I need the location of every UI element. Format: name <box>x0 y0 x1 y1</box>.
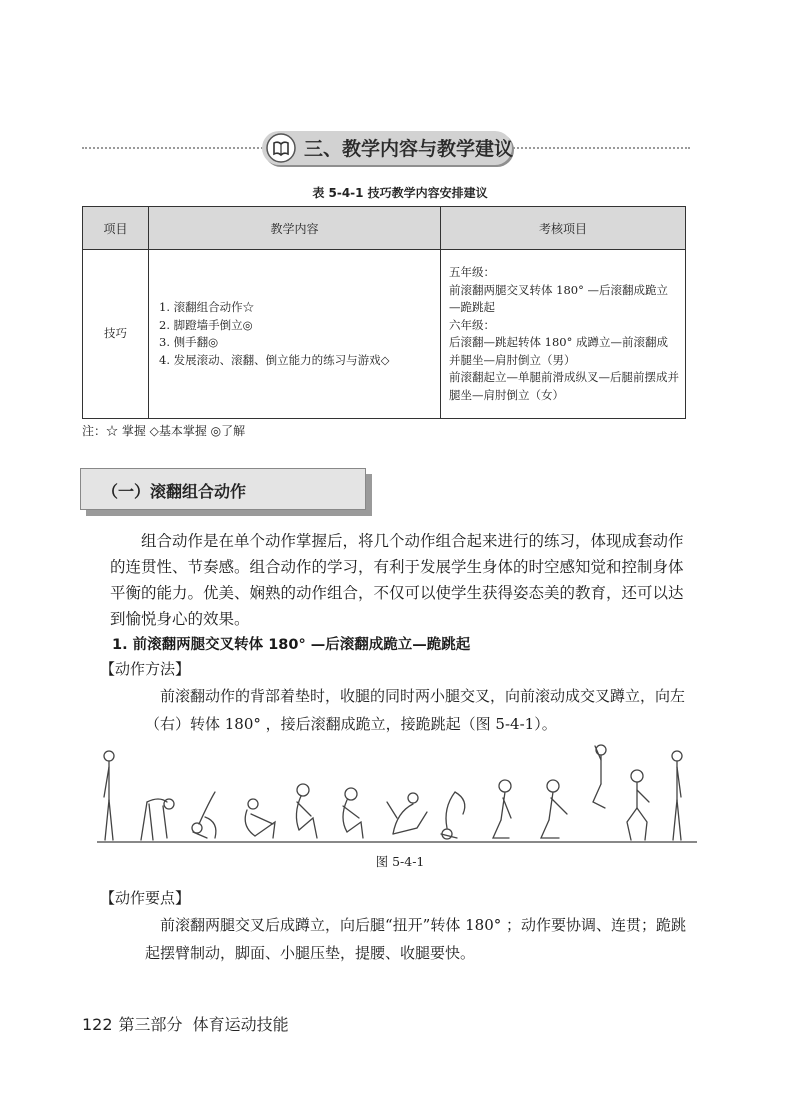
content-line: 2. 脚蹬墙手倒立◎ <box>159 317 253 332</box>
section-title: 三、教学内容与教学建议 <box>304 138 514 160</box>
header-content: 教学内容 <box>149 207 441 250</box>
intro-paragraph <box>110 528 690 632</box>
pose-crouch-small <box>343 788 363 838</box>
intro-text: 组合动作是在单个动作掌握后，将几个动作组合起来进行的练习，体现成套动作的连贯性、节奏感。组合动作的学习，有利于发展学生身体的时空感知觉和控制身体平衡的能力。优美、娴熟的动作组合，不仅可以使学生获得姿态美的教育，还可以达到愉悦身心的效果。 <box>110 532 684 628</box>
schedule-table <box>82 206 686 419</box>
pose-kneel-1 <box>493 780 511 838</box>
assessment-line: 前滚翻两腿交叉转体 180° —后滚翻成跪立—跪跳起 <box>449 282 669 314</box>
points-paragraph <box>145 911 690 967</box>
item-heading: 1. 前滚翻两腿交叉转体 180° —后滚翻成跪立—跪跳起 <box>112 637 471 653</box>
page-number: 122 <box>82 1015 113 1034</box>
points-label: 【动作要点】 <box>100 889 191 907</box>
pose-kneel-2 <box>541 780 567 838</box>
pose-back-roll <box>387 793 427 834</box>
footer-title: 体育运动技能 <box>192 1015 289 1034</box>
pose-rolling <box>192 792 216 838</box>
pose-standing-end <box>672 751 682 840</box>
assessment-line: 五年级： <box>449 265 495 279</box>
page-footer <box>82 1012 289 1035</box>
book-icon <box>266 133 296 163</box>
pose-tuck-sit <box>245 799 275 838</box>
header-assessment: 考核项目 <box>441 207 686 250</box>
pose-jump <box>593 745 606 808</box>
content-line: 3. 侧手翻◎ <box>159 335 219 349</box>
pose-inverted <box>441 792 465 839</box>
cell-item: 技巧 <box>83 250 149 419</box>
content-line: 4. 发展滚动、滚翻、倒立能力的练习与游戏◇ <box>159 352 390 367</box>
assessment-line: 六年级： <box>449 317 495 332</box>
subsection-title: （一）滚翻组合动作 <box>102 482 247 501</box>
pose-crouch <box>296 784 317 838</box>
pose-landing <box>627 770 649 840</box>
content-line: 1. 滚翻组合动作☆ <box>159 300 255 314</box>
table-note: 注：☆ 掌握 ◇基本掌握 ◎了解 <box>82 424 246 438</box>
table-caption: 表 5-4-1 技巧教学内容安排建议 <box>312 186 488 200</box>
method-text: 前滚翻动作的背部着垫时，收腿的同时两小腿交叉，向前滚动成交叉蹲立，向左（右）转体 180° ，接后滚翻成跪立，接跪跳起（图 5-4-1）。 <box>145 687 686 733</box>
cell-content <box>149 250 441 419</box>
pose-standing <box>104 751 114 840</box>
header-item: 项目 <box>83 207 149 250</box>
cell-assessment <box>441 250 686 419</box>
table-row <box>83 250 686 419</box>
assessment-line: 后滚翻—跳起转体 180° 成蹲立—前滚翻成并腿坐—肩肘倒立（男） <box>449 335 669 367</box>
figure-caption: 图 5-4-1 <box>375 854 425 869</box>
pose-bending <box>141 799 174 840</box>
assessment-line: 前滚翻起立—单腿前滑成纵叉—后腿前摆成并腿坐—肩肘倒立（女） <box>449 370 679 402</box>
points-text: 前滚翻两腿交叉后成蹲立，向后腿“扭开”转体 180° ；动作要协调、连贯；跪跳起摆臂制动，脚面、小腿压垫，提腰、收腿要快。 <box>145 916 687 962</box>
method-label: 【动作方法】 <box>100 660 191 678</box>
method-paragraph <box>145 682 690 738</box>
table-header-row <box>83 207 686 250</box>
figure-5-4-1 <box>97 742 697 848</box>
footer-part: 第三部分 <box>118 1015 183 1034</box>
